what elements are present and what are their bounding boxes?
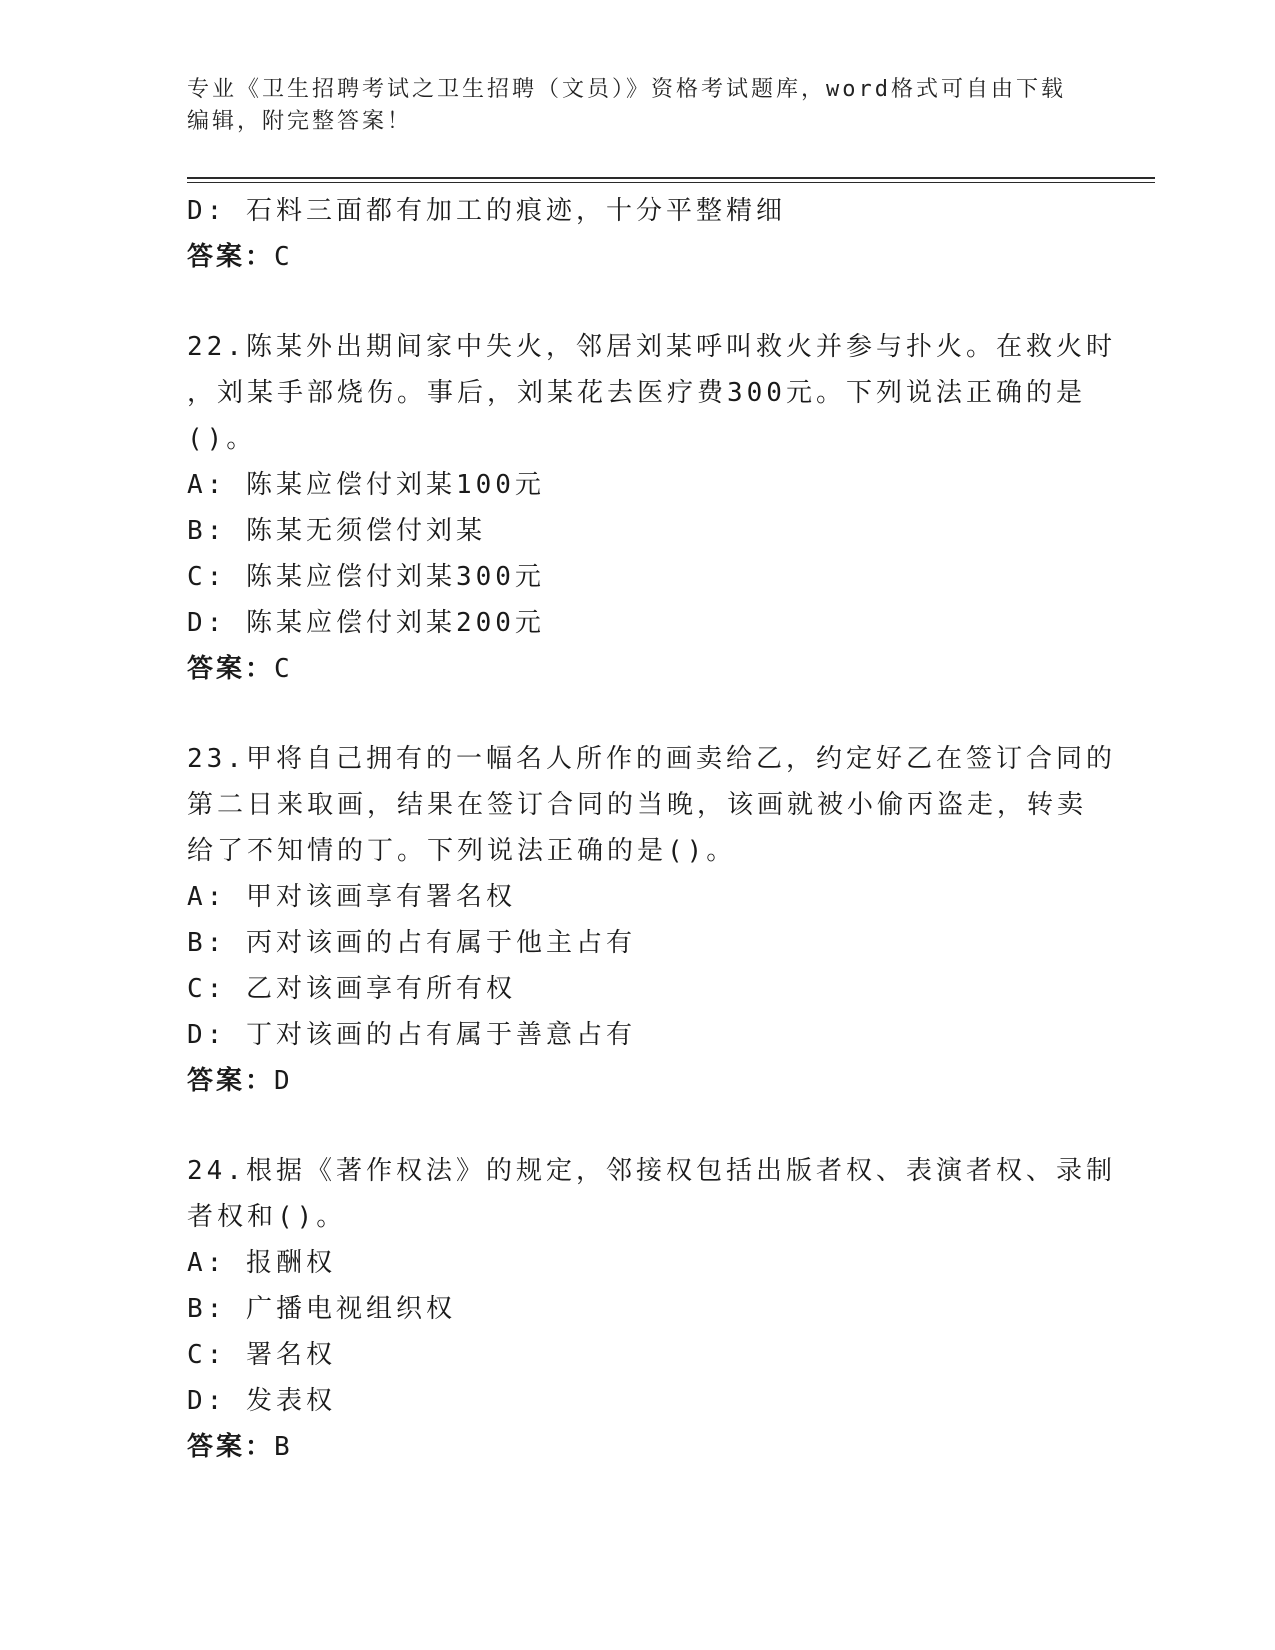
question-stem-line: ()。 (187, 424, 257, 454)
answer-line (187, 1058, 1087, 1104)
header-divider-thin (187, 182, 1155, 183)
option-b: B: 广播电视组织权 (187, 1294, 456, 1324)
option-d: D: 陈某应偿付刘某200元 (187, 608, 545, 638)
option-d: D: 发表权 (187, 1386, 336, 1416)
answer-value: B (274, 1432, 293, 1462)
answer-label: 答案： (187, 654, 275, 684)
answer-label: 答案： (187, 1432, 275, 1462)
answer-value: D (274, 1066, 293, 1096)
question-stem-line: 22.陈某外出期间家中失火，邻居刘某呼叫救火并参与扑火。在救火时 (187, 332, 1116, 362)
answer-label: 答案： (187, 1066, 275, 1096)
question-stem-line: ，刘某手部烧伤。事后，刘某花去医疗费300元。下列说法正确的是 (187, 378, 1086, 408)
question-23 (187, 736, 1116, 1104)
option-b: B: 丙对该画的占有属于他主占有 (187, 928, 636, 958)
answer-value: C (274, 654, 293, 684)
option-d: D: 石料三面都有加工的痕迹，十分平整精细 (187, 196, 786, 226)
previous-question-tail (187, 188, 1087, 280)
option-c: C: 陈某应偿付刘某300元 (187, 562, 545, 592)
question-stem-line: 23.甲将自己拥有的一幅名人所作的画卖给乙，约定好乙在签订合同的 (187, 744, 1116, 774)
option-a: A: 陈某应偿付刘某100元 (187, 470, 545, 500)
question-22 (187, 324, 1116, 692)
header-divider (187, 177, 1155, 179)
answer-line (187, 234, 1087, 280)
option-c: C: 署名权 (187, 1340, 336, 1370)
answer-line (187, 646, 1087, 692)
option-c: C: 乙对该画享有所有权 (187, 974, 516, 1004)
answer-line (187, 1424, 1087, 1470)
question-stem-line: 者权和()。 (187, 1202, 347, 1232)
document-header (187, 74, 1067, 138)
question-24 (187, 1148, 1116, 1470)
option-d: D: 丁对该画的占有属于善意占有 (187, 1020, 636, 1050)
question-content (187, 188, 1116, 1514)
question-stem-line: 第二日来取画，结果在签订合同的当晚，该画就被小偷丙盗走，转卖 (187, 790, 1088, 820)
answer-label: 答案： (187, 242, 275, 272)
option-a: A: 甲对该画享有署名权 (187, 882, 516, 912)
question-stem-line: 24.根据《著作权法》的规定，邻接权包括出版者权、表演者权、录制 (187, 1156, 1116, 1186)
question-stem-line: 给了不知情的丁。下列说法正确的是()。 (187, 836, 737, 866)
option-a: A: 报酬权 (187, 1248, 336, 1278)
option-b: B: 陈某无须偿付刘某 (187, 516, 486, 546)
answer-value: C (274, 242, 293, 272)
header-text: 专业《卫生招聘考试之卫生招聘（文员）》资格考试题库，word格式可自由下载编辑，附完整答案！ (187, 77, 1066, 134)
